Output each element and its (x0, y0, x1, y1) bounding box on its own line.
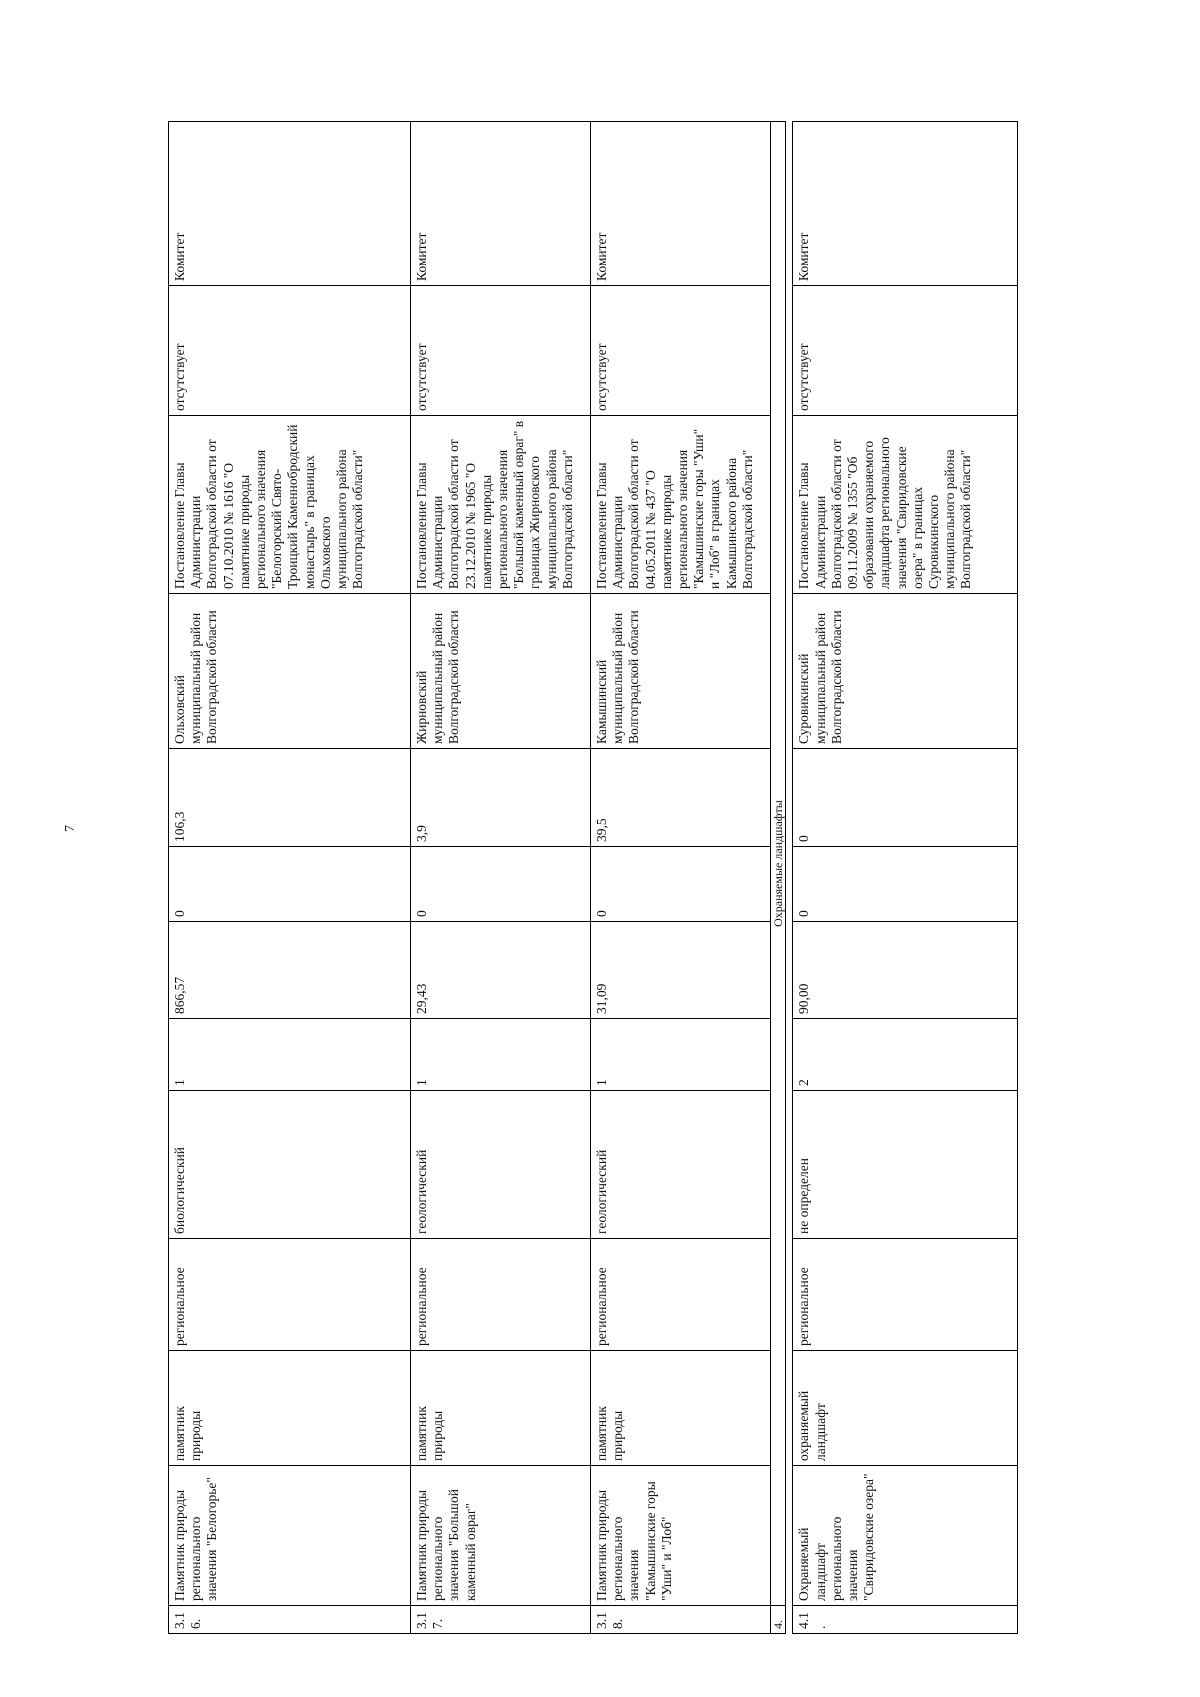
status: отсутствует (411, 286, 591, 416)
legal-document: Постановление Главы Администрации Волгоградской области от 04.05.2011 № 437 "О памятнике природы регионального значения "Камышинские горы "Уши" и "Лоб" в границах Камышинского района Волгоградской области" (591, 416, 771, 594)
object-significance: региональное (591, 1239, 771, 1351)
col8-value: 39,5 (591, 749, 771, 847)
authority: Комитет (169, 122, 411, 286)
location: Жирновский муниципальный район Волгоградской области (411, 594, 591, 749)
object-name: Памятник природы регионального значения "Большой каменный овраг" (411, 1466, 591, 1606)
legal-document: Постановление Главы Администрации Волгоградской области от 07.10.2010 № 1616 "О памятнике природы регионального значения "Белогорский Свято-Троицкий Каменнобродский монастырь" в границах Ольховского муниципального района Волгоградской области" (169, 416, 411, 594)
section-title: Охраняемые ландшафты (771, 122, 786, 1606)
page-number: 7 (63, 825, 78, 832)
object-category: памятник природы (411, 1351, 591, 1466)
object-significance: региональное (411, 1239, 591, 1351)
cluster-count: 1 (411, 1019, 591, 1091)
section-divider (786, 122, 793, 1634)
status: отсутствует (169, 286, 411, 416)
row-number: 3.18. (591, 1606, 771, 1634)
object-profile: геологический (411, 1091, 591, 1239)
object-name: Памятник природы регионального значения "Белогорье" (169, 1466, 411, 1606)
authority: Комитет (411, 122, 591, 286)
location: Ольховский муниципальный район Волгоградской области (169, 594, 411, 749)
object-significance: региональное (169, 1239, 411, 1351)
col7-value: 0 (591, 847, 771, 922)
col7-value: 0 (169, 847, 411, 922)
col8-value: 0 (793, 749, 1018, 847)
object-name: Охраняемый ландшафт регионального значения "Свиридовские озера" (793, 1466, 1018, 1606)
object-category: памятник природы (591, 1351, 771, 1466)
cluster-count: 2 (793, 1019, 1018, 1091)
area-value: 29,43 (411, 922, 591, 1019)
authority: Комитет (591, 122, 771, 286)
legal-document: Постановление Главы Администрации Волгоградской области от 09.11.2009 № 1355 "Об образовании охраняемого ландшафта регионального значения "Свиридовские озера" в границах Суровикинского муниципального района Волгоградской области" (793, 416, 1018, 594)
table-row (169, 122, 411, 1634)
col7-value: 0 (411, 847, 591, 922)
section-header-row (771, 122, 786, 1634)
area-value: 31,09 (591, 922, 771, 1019)
status: отсутствует (591, 286, 771, 416)
status: отсутствует (793, 286, 1018, 416)
row-number: 4.1. (793, 1606, 1018, 1634)
table-row (411, 122, 591, 1634)
col8-value: 3,9 (411, 749, 591, 847)
cluster-count: 1 (169, 1019, 411, 1091)
object-category: охраняемый ландшафт (793, 1351, 1018, 1466)
rotated-table-frame (168, 122, 1083, 1634)
object-name: Памятник природы регионального значения "Камышинские горы "Уши" и "Лоб" (591, 1466, 771, 1606)
col8-value: 106,3 (169, 749, 411, 847)
location: Камышинский муниципальный район Волгоградской области (591, 594, 771, 749)
object-category: памятник природы (169, 1351, 411, 1466)
object-profile: геологический (591, 1091, 771, 1239)
object-profile: биологический (169, 1091, 411, 1239)
protected-areas-table (168, 121, 1018, 1634)
row-number: 3.16. (169, 1606, 411, 1634)
col7-value: 0 (793, 847, 1018, 922)
area-value: 866,57 (169, 922, 411, 1019)
row-number: 3.17. (411, 1606, 591, 1634)
object-significance: региональное (793, 1239, 1018, 1351)
table-row (591, 122, 771, 1634)
legal-document: Постановление Главы Администрации Волгоградской области от 23.12.2010 № 1965 "О памятнике природы регионального значения "Большой каменный овраг" в границах Жирновского муниципального района Волгоградской области" (411, 416, 591, 594)
section-number: 4. (771, 1606, 786, 1634)
table-row (793, 122, 1018, 1634)
authority: Комитет (793, 122, 1018, 286)
location: Суровикинский муниципальный район Волгоградской области (793, 594, 1018, 749)
object-profile: не определен (793, 1091, 1018, 1239)
cluster-count: 1 (591, 1019, 771, 1091)
area-value: 90,00 (793, 922, 1018, 1019)
